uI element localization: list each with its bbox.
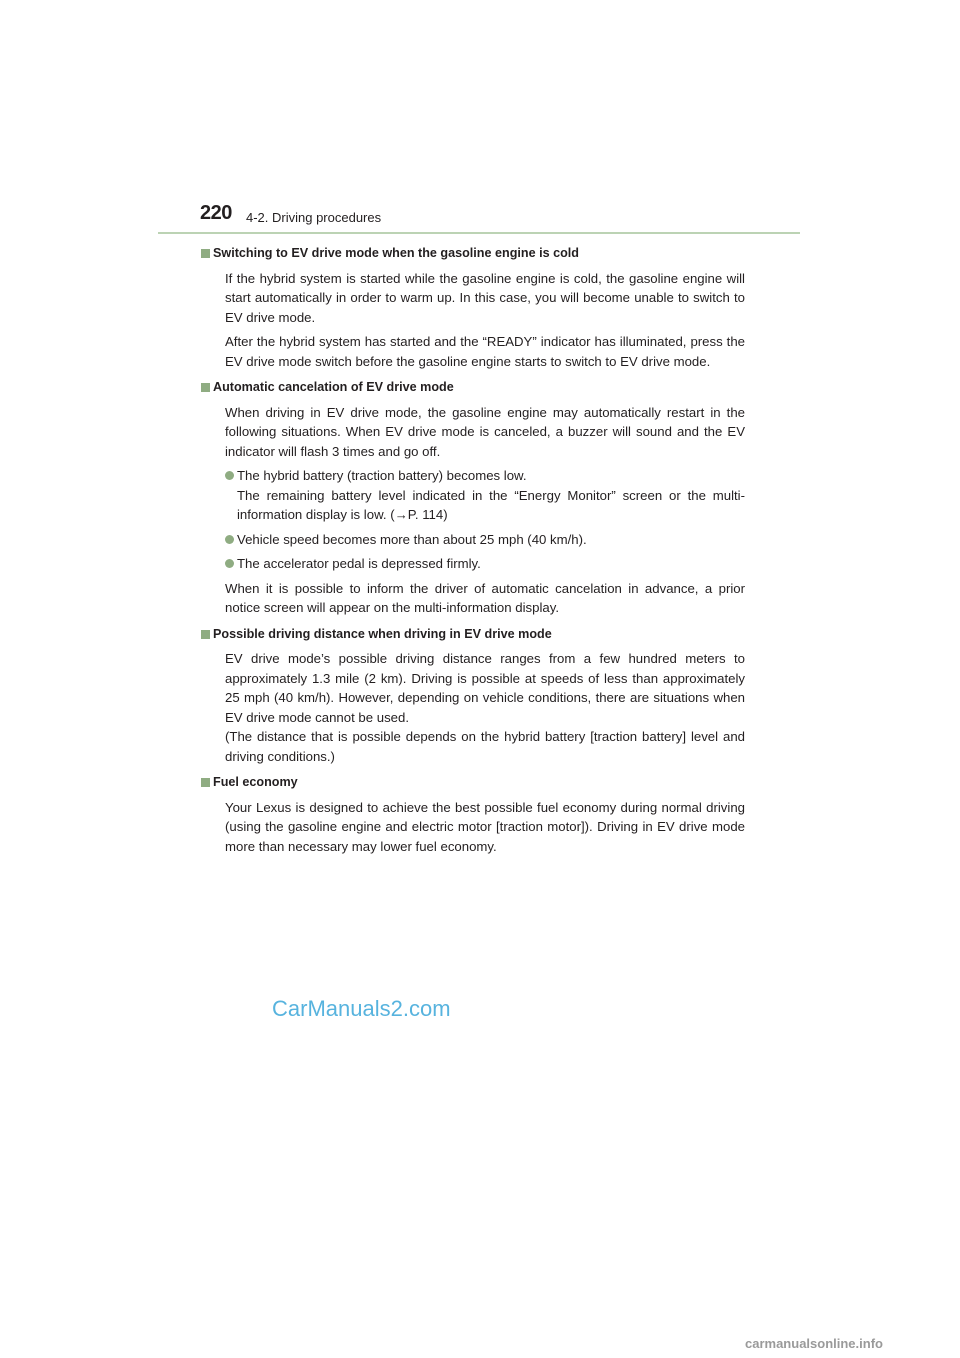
section-fuel-economy bbox=[213, 773, 745, 856]
paragraph: After the hybrid system has started and the “READY” indicator has illuminated, press the EV drive mode switch before the gasoline engine starts to switch to EV drive mode. bbox=[225, 334, 745, 369]
page-content bbox=[213, 244, 745, 863]
section-auto-cancel bbox=[213, 378, 745, 618]
paragraph: If the hybrid system is started while the gasoline engine is cold, the gasoline engine will start automatically in order to warm up. In this case, you will become unable to switch to EV drive mode. bbox=[225, 270, 745, 325]
circle-bullet-icon bbox=[225, 471, 234, 480]
paragraph: (The distance that is possible depends on the hybrid battery [traction battery] level and driving conditions.) bbox=[225, 729, 745, 764]
section-driving-distance bbox=[213, 625, 745, 767]
paragraph: When it is possible to inform the driver of automatic cancelation in advance, a prior notice screen will appear on the multi-information display. bbox=[225, 580, 745, 615]
square-bullet-icon bbox=[201, 778, 210, 787]
section-heading: Automatic cancelation of EV drive mode bbox=[213, 378, 745, 398]
paragraph: Your Lexus is designed to achieve the best possible fuel economy during normal driving (using the gasoline engine and electric motor [traction motor]). Driving in EV drive mode more than necessary may lower fuel economy. bbox=[225, 799, 745, 854]
footer-watermark: carmanualsonline.info bbox=[745, 1336, 883, 1351]
list-item: The hybrid battery (traction battery) becomes low. The remaining battery level indicated in the “Energy Monitor” screen or the multi-information display is low. (→P. 114) bbox=[237, 466, 745, 525]
square-bullet-icon bbox=[201, 249, 210, 258]
watermark-link[interactable]: CarManuals2.com bbox=[272, 996, 451, 1021]
circle-bullet-icon bbox=[225, 559, 234, 568]
section-heading: Fuel economy bbox=[213, 773, 745, 793]
header-divider bbox=[158, 232, 800, 234]
page-header bbox=[158, 202, 800, 236]
section-title: 4-2. Driving procedures bbox=[246, 210, 382, 225]
page-number: 220 bbox=[200, 202, 232, 224]
square-bullet-icon bbox=[201, 383, 210, 392]
paragraph: When driving in EV drive mode, the gasoline engine may automatically restart in the following situations. When EV drive mode is canceled, a buzzer will sound and the EV indicator will flash 3 times and go off. bbox=[225, 404, 745, 459]
section-heading: Possible driving distance when driving in EV drive mode bbox=[213, 625, 745, 645]
section-ev-cold bbox=[213, 244, 745, 371]
bullet-note: The remaining battery level indicated in the “Energy Monitor” screen or the multi-information display is low. (→P. 114) bbox=[237, 487, 745, 522]
list-item: The accelerator pedal is depressed firmly. bbox=[237, 554, 745, 574]
paragraph: EV drive mode’s possible driving distance ranges from a few hundred meters to approximately 1.3 mile (2 km). Driving is possible at speeds of less than approximately 25 mph (40 km/h). However, depending on vehicle conditions, there are situations when EV drive mode cannot be used. bbox=[225, 651, 745, 725]
square-bullet-icon bbox=[201, 630, 210, 639]
section-heading: Switching to EV drive mode when the gasoline engine is cold bbox=[213, 244, 745, 264]
list-item: Vehicle speed becomes more than about 25 mph (40 km/h). bbox=[237, 530, 745, 550]
circle-bullet-icon bbox=[225, 535, 234, 544]
